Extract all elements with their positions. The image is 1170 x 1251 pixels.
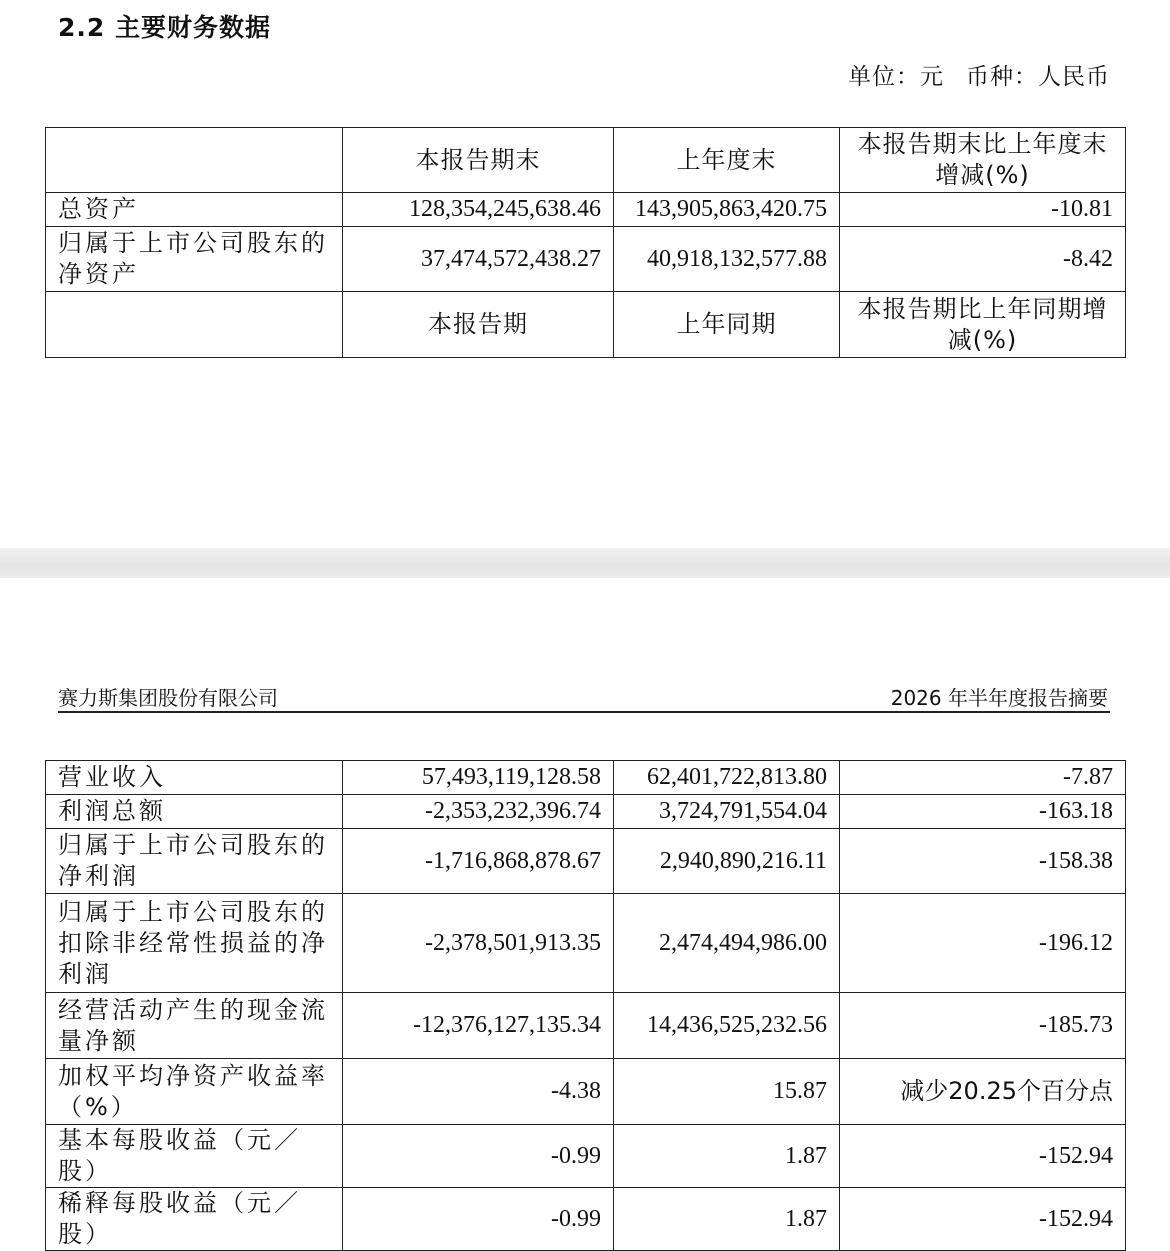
header-rule [58,711,1110,713]
row-label: 归属于上市公司股东的扣除非经常性损益的净利润 [46,894,343,993]
value-change: -8.42 [840,227,1126,292]
value-change: -10.81 [840,193,1126,227]
row-label: 营业收入 [46,761,343,795]
value-current: -0.99 [343,1188,614,1251]
unit-label: 单位：元 [848,64,944,90]
income-table [45,760,1126,1251]
value-change: -152.94 [840,1188,1126,1251]
value-change: -152.94 [840,1125,1126,1188]
row-label: 归属于上市公司股东的净资产 [46,227,343,292]
section-title: 2.2 主要财务数据 [58,13,271,42]
company-name: 赛力斯集团股份有限公司 [58,686,278,710]
value-previous: 2,940,890,216.11 [614,829,840,894]
row-label: 基本每股收益（元／股） [46,1125,343,1188]
value-change: -196.12 [840,894,1126,993]
page-break-band [0,548,1170,578]
row-label: 加权平均净资产收益率（%） [46,1059,343,1125]
table-row [46,193,1126,227]
table-row [46,761,1126,795]
table-header-row [46,292,1126,358]
table-row [46,795,1126,829]
table-row [46,227,1126,292]
balance-table [45,127,1126,358]
row-label: 利润总额 [46,795,343,829]
value-change: -185.73 [840,993,1126,1059]
header-cell [46,128,343,193]
value-previous: 1.87 [614,1188,840,1251]
value-current: -2,353,232,396.74 [343,795,614,829]
value-previous: 62,401,722,813.80 [614,761,840,795]
value-current: -2,378,501,913.35 [343,894,614,993]
value-previous: 3,724,791,554.04 [614,795,840,829]
header-cell: 本报告期末比上年度末增减(%) [840,128,1126,193]
table-row [46,894,1126,993]
table-row [46,829,1126,894]
header-cell: 本报告期末 [343,128,614,193]
value-current: -12,376,127,135.34 [343,993,614,1059]
value-current: 57,493,119,128.58 [343,761,614,795]
unit-line [848,58,1110,91]
value-current: -1,716,868,878.67 [343,829,614,894]
header-cell [46,292,343,358]
currency-label: 币种：人民币 [966,64,1110,90]
row-label: 总资产 [46,193,343,227]
table-row [46,1188,1126,1251]
table-header-row [46,128,1126,193]
row-label: 归属于上市公司股东的净利润 [46,829,343,894]
value-change: -158.38 [840,829,1126,894]
page-header [58,682,1108,710]
header-cell: 本报告期 [343,292,614,358]
header-cell: 上年同期 [614,292,840,358]
header-cell: 本报告期比上年同期增减(%) [840,292,1126,358]
value-previous: 40,918,132,577.88 [614,227,840,292]
value-current: 37,474,572,438.27 [343,227,614,292]
value-previous: 1.87 [614,1125,840,1188]
value-change: -163.18 [840,795,1126,829]
report-name: 2026 年半年度报告摘要 [890,686,1108,710]
value-previous: 143,905,863,420.75 [614,193,840,227]
value-change: -7.87 [840,761,1126,795]
header-cell: 上年度末 [614,128,840,193]
table-row [46,1059,1126,1125]
value-previous: 2,474,494,986.00 [614,894,840,993]
row-label: 经营活动产生的现金流量净额 [46,993,343,1059]
value-current: 128,354,245,638.46 [343,193,614,227]
row-label: 稀释每股收益（元／股） [46,1188,343,1251]
table-row [46,1125,1126,1188]
value-change: 减少20.25个百分点 [840,1059,1126,1125]
value-previous: 15.87 [614,1059,840,1125]
table-row [46,993,1126,1059]
value-previous: 14,436,525,232.56 [614,993,840,1059]
value-current: -0.99 [343,1125,614,1188]
value-current: -4.38 [343,1059,614,1125]
